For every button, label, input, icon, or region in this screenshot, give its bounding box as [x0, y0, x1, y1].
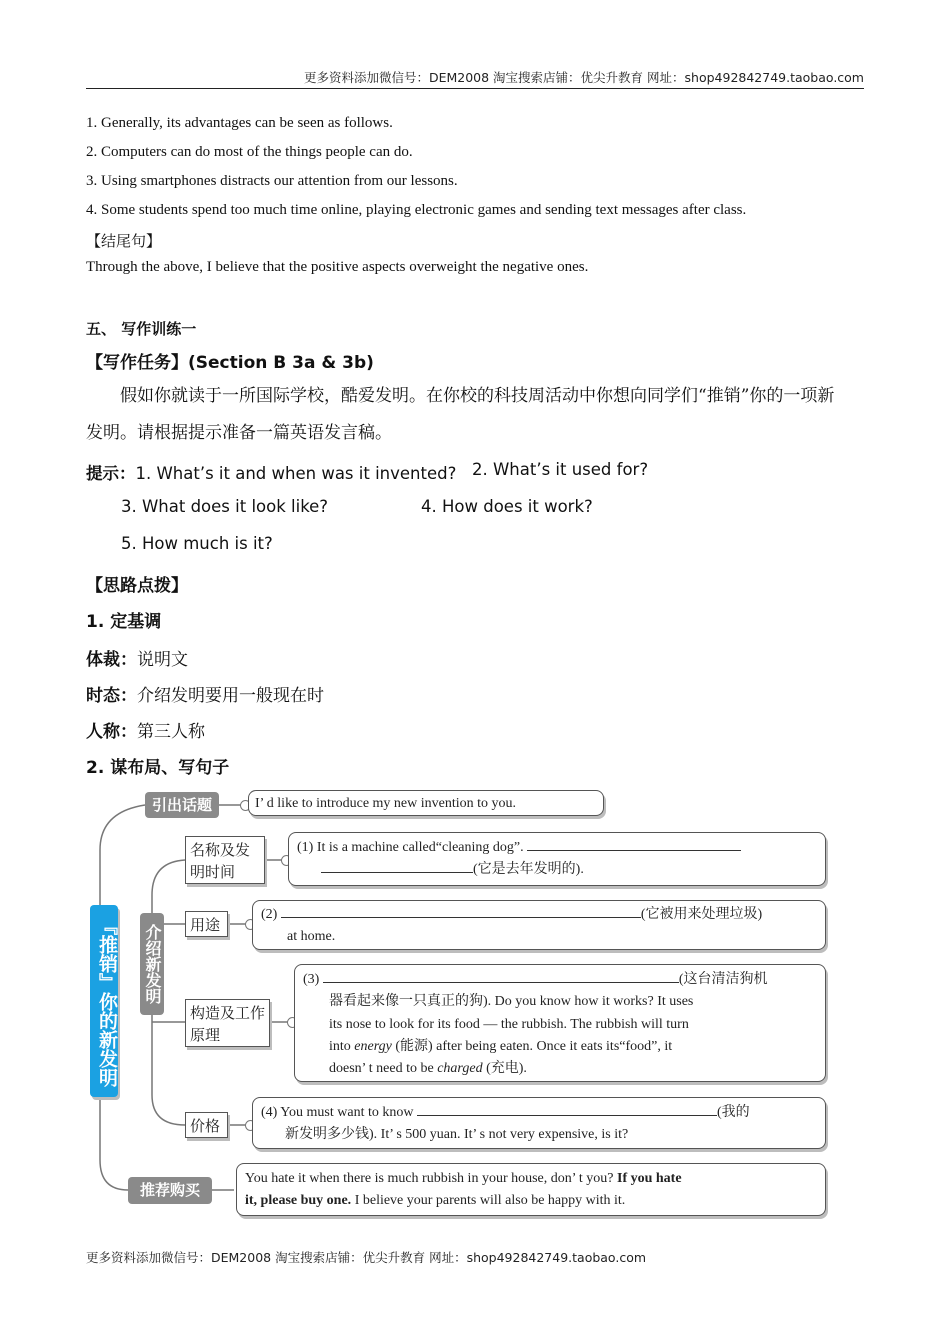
node-price-line2: 新发明多少钱). It’ s 500 yuan. It’ s not very expensive, is it?: [285, 1127, 629, 1142]
node-name-line2: [297, 859, 817, 881]
page-footer: 更多资料添加微信号：DEM2008 淘宝搜索店铺：优尖升教育 网址：shop492842749.taobao.com: [86, 1250, 647, 1265]
thinking-title: 【思路点拨】: [86, 576, 188, 596]
node-name-text2: (它是去年发明的).: [473, 862, 584, 877]
node-price-text1b: (我的: [716, 1105, 750, 1120]
body-line-2: 2. Computers can do most of the things people can do.: [86, 144, 413, 160]
hint-3: 3. What does it look like?: [121, 497, 329, 516]
end-line1: [245, 1168, 817, 1190]
node-price-box: [252, 1097, 826, 1149]
intro-box: [248, 790, 604, 816]
step2-title: 2. 谋布局、写句子: [86, 758, 230, 778]
tense-label: 时态：: [86, 686, 137, 706]
genre-label: 体裁：: [86, 650, 137, 670]
node-work-text1b: (这台清洁狗机: [678, 972, 768, 987]
end-text2b: I believe your parents will also be happy with it.: [354, 1193, 626, 1208]
node-work-text4a: into: [329, 1038, 351, 1054]
node-name-box: [288, 832, 826, 886]
node-work-box: [294, 964, 826, 1082]
node-use-line1: [261, 904, 817, 926]
person-value: 第三人称: [137, 722, 205, 742]
node-use-tag: 用途: [185, 911, 228, 937]
tense-value: 介绍发明要用一般现在时: [137, 686, 324, 706]
hint-2: 2. What’s it used for?: [472, 460, 649, 479]
ending-sentence: Through the above, I believe that the positive aspects overweight the negative ones.: [86, 259, 589, 275]
node-name-line1: [297, 837, 817, 859]
blank-1b: [321, 860, 473, 873]
section-title: 五、 写作训练一: [86, 320, 197, 338]
mindmap-center: 『推销』你的新发明: [90, 905, 118, 1097]
node-use-text1a: (2): [261, 907, 278, 922]
end-tag: 推荐购买: [128, 1177, 212, 1204]
node-work-tag: 构造及工作原理: [185, 999, 270, 1047]
node-use-text1b: (它被用来处理垃圾): [640, 907, 763, 922]
page-header: 更多资料添加微信号：DEM2008 淘宝搜索店铺：优尖升教育 网址：shop492842749.taobao.com: [303, 70, 864, 85]
node-price-tag: 价格: [185, 1112, 228, 1138]
node-work-text5b: (充电).: [486, 1061, 527, 1077]
node-price-text1a: (4) You must want to know: [261, 1105, 414, 1120]
person-label: 人称：: [86, 722, 137, 742]
node-work-charged: charged: [437, 1061, 483, 1077]
node-use-box: [252, 900, 826, 950]
node-work-line1: [303, 969, 817, 991]
task-description: 假如你就读于一所国际学校，酷爱发明。在你校的科技周活动中你想向同学们“推销”你的一项新发明。请根据提示准备一篇英语发言稿。: [86, 386, 835, 443]
end-text1b: If you hate: [617, 1171, 682, 1186]
node-work-line2: 器看起来像一只真正的狗). Do you know how it works? It uses: [329, 994, 694, 1010]
body-line-4: 4. Some students spend too much time online, playing electronic games and sending text messages after class.: [86, 202, 747, 218]
blank-4: [417, 1103, 717, 1116]
node-work-line3: its nose to look for its food — the rubbish. The rubbish will turn: [329, 1016, 689, 1032]
hints-label: 提示：: [86, 464, 136, 483]
middle-tag: 介绍新发明: [140, 913, 164, 1015]
body-line-3: 3. Using smartphones distracts our attention from our lessons.: [86, 173, 458, 189]
end-line2: [245, 1190, 817, 1212]
step1-title: 1. 定基调: [86, 612, 162, 632]
hint-1: 1. What’s it and when was it invented?: [135, 464, 457, 483]
node-use-line2: at home.: [287, 929, 336, 944]
hint-4: 4. How does it work?: [421, 497, 593, 516]
blank-1a: [527, 838, 741, 851]
blank-3: [323, 970, 679, 983]
blank-2: [281, 905, 641, 918]
end-text2a: it, please buy one.: [245, 1193, 352, 1208]
node-work-energy: energy: [354, 1038, 392, 1054]
hint-5: 5. How much is it?: [121, 534, 273, 553]
end-text1a: You hate it when there is much rubbish in your house, don’ t you?: [245, 1171, 614, 1186]
intro-text: I’ d like to introduce my new invention to you.: [255, 796, 517, 811]
intro-tag: 引出话题: [145, 792, 219, 818]
ending-label: 【结尾句】: [86, 232, 162, 250]
node-work-text1a: (3): [303, 972, 320, 987]
node-work-line5: [303, 1058, 817, 1080]
node-work-text4b: (能源) after being eaten. Once it eats its“food”, it: [395, 1038, 673, 1054]
node-name-tag: 名称及发明时间: [185, 836, 265, 884]
end-box: [236, 1163, 826, 1216]
node-price-line1: [261, 1102, 817, 1124]
node-work-line4: [303, 1036, 817, 1058]
node-name-text1: (1) It is a machine called“cleaning dog”.: [297, 840, 524, 855]
task-title: 【写作任务】(Section B 3a & 3b): [86, 353, 374, 373]
genre-value: 说明文: [137, 650, 188, 670]
body-line-1: 1. Generally, its advantages can be seen as follows.: [86, 115, 393, 131]
node-work-text5a: doesn’ t need to be: [329, 1061, 434, 1077]
